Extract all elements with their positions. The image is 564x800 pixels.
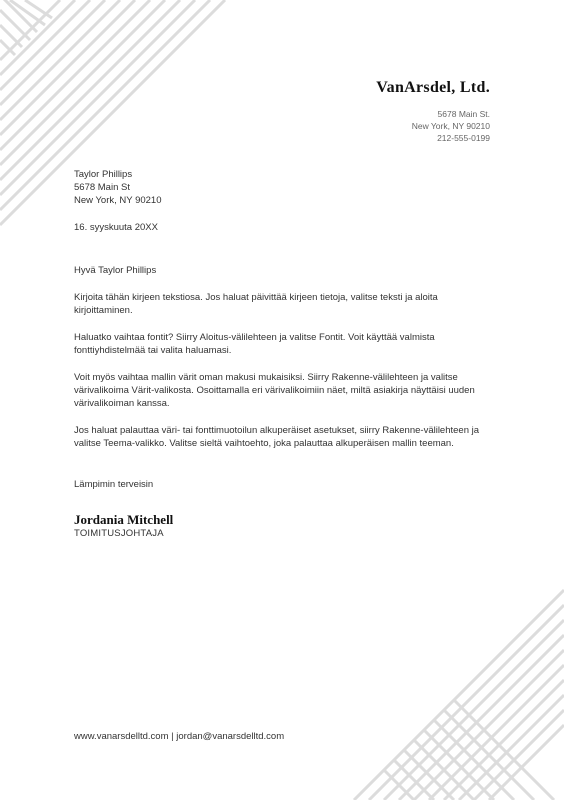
body-paragraph: Kirjoita tähän kirjeen tekstiosa. Jos haluat päivittää kirjeen tietoja, valitse teksti ja aloita kirjoittaminen. bbox=[74, 292, 438, 316]
signer-title: TOIMITUSJOHTAJA bbox=[74, 528, 164, 539]
recipient-block bbox=[74, 168, 162, 207]
letter-body bbox=[74, 291, 494, 464]
recipient-city: New York, NY 90210 bbox=[74, 195, 162, 206]
footer bbox=[74, 730, 284, 743]
body-paragraph: Voit myös vaihtaa mallin värit oman makusi mukaisiksi. Siirry Rakenne-välilehteen ja valitse värivalikoima Värit-valikosta. Osoittamalla eri värivalikoimiin näet, miltä asiakirja näyttäisi uuden värivalikoiman kanssa. bbox=[74, 372, 475, 409]
body-paragraph: Jos haluat palauttaa väri- tai fonttimuotoilun alkuperäiset asetukset, siirry Rakenne-välilehteen ja valitse Teema-valikko. Valitse sieltä vaihtoehto, joka palauttaa alkuperäisen mallin teeman. bbox=[74, 425, 480, 449]
bottom-right-stripe-pattern bbox=[324, 580, 564, 800]
letter-date: 16. syyskuuta 20XX bbox=[74, 222, 158, 233]
greeting: Hyvä Taylor Phillips bbox=[74, 265, 157, 276]
company-address bbox=[412, 108, 490, 144]
closing: Lämpimin terveisin bbox=[74, 479, 154, 490]
company-address-line2: New York, NY 90210 bbox=[411, 121, 490, 131]
website-link[interactable]: www.vanarsdelltd.com bbox=[74, 731, 169, 742]
email-link[interactable]: jordan@vanarsdelltd.com bbox=[176, 731, 285, 742]
recipient-street: 5678 Main St bbox=[74, 182, 130, 193]
company-address-line1: 5678 Main St. bbox=[437, 109, 490, 119]
recipient-name: Taylor Phillips bbox=[74, 169, 133, 180]
company-phone: 212-555-0199 bbox=[437, 133, 490, 143]
company-name: VanArsdel, Ltd. bbox=[376, 79, 490, 96]
footer-separator: | bbox=[168, 731, 177, 742]
signer-name: Jordania Mitchell bbox=[74, 512, 174, 527]
body-paragraph: Haluatko vaihtaa fontit? Siirry Aloitus-välilehteen ja valitse Fontit. Voit käyttää valmista fonttiyhdistelmää tai valita haluamasi. bbox=[74, 332, 435, 356]
